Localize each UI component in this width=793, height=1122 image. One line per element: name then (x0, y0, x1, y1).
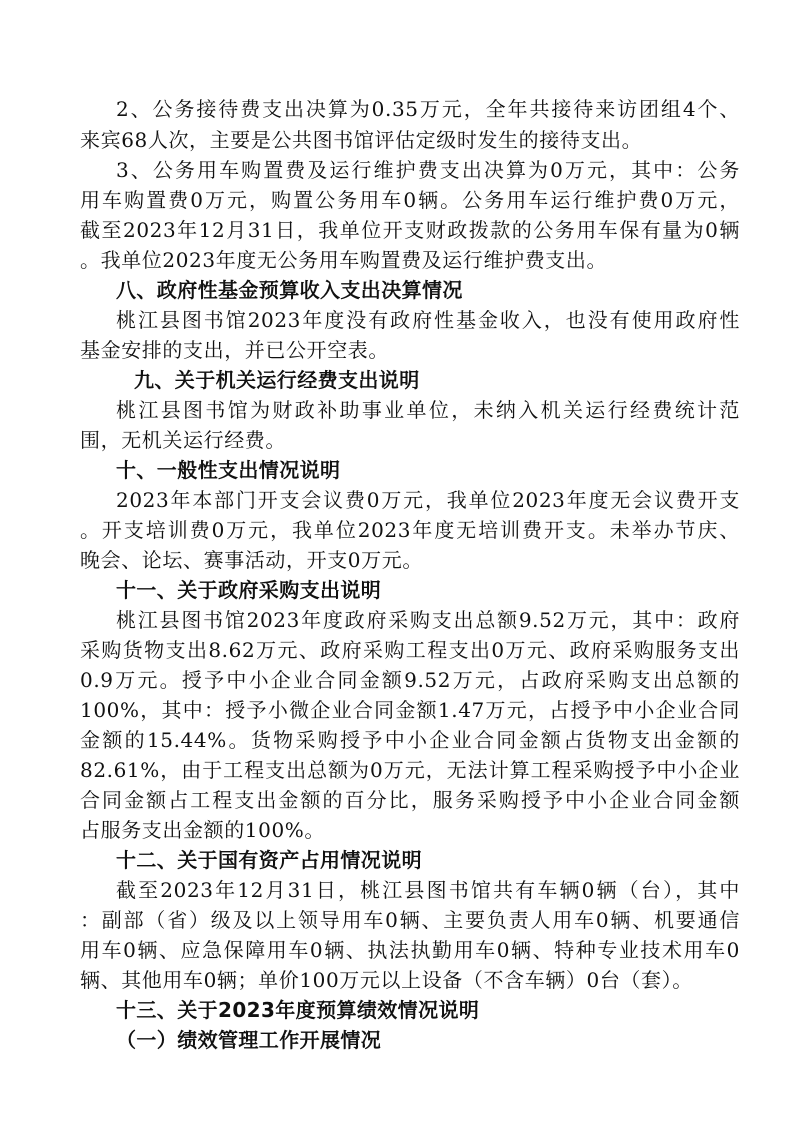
section-12-line-4: 辆、其他用车0辆；单价100万元以上设备（不含车辆）0台（套）。 (80, 968, 693, 992)
section-12-line-2: ：副部（省）级及以上领导用车0辆、主要负责人用车0辆、机要通信 (80, 908, 740, 932)
section-11-line-1: 桃江县图书馆2023年度政府采购支出总额9.52万元，其中：政府 (116, 608, 740, 632)
paragraph-reception-line-1: 2、公务接待费支出决算为0.35万元，全年共接待来访团组4个、 (116, 97, 740, 121)
section-heading-11: 十一、关于政府采购支出说明 (116, 578, 382, 602)
section-10-line-2: 。开支培训费0万元，我单位2023年度无培训费开支。未举办节庆、 (80, 518, 740, 542)
paragraph-vehicle-line-3: 截至2023年12月31日，我单位开支财政拨款的公务用车保有量为0辆 (80, 218, 740, 242)
section-9-line-2: 围，无机关运行经费。 (80, 428, 286, 452)
section-11-line-8: 占服务支出金额的100%。 (80, 818, 325, 842)
section-heading-9: 九、关于机关运行经费支出说明 (134, 368, 420, 392)
paragraph-vehicle-line-4: 。我单位2023年度无公务用车购置费及运行维护费支出。 (80, 248, 608, 272)
section-9-line-1: 桃江县图书馆为财政补助事业单位，未纳入机关运行经费统计范 (116, 398, 740, 422)
section-11-line-4: 100%，其中：授予小微企业合同金额1.47万元，占授予中小企业合同 (80, 698, 740, 722)
section-12-line-1: 截至2023年12月31日，桃江县图书馆共有车辆0辆（台），其中 (116, 878, 740, 902)
section-12-line-3: 用车0辆、应急保障用车0辆、执法执勤用车0辆、特种专业技术用车0 (80, 938, 740, 962)
section-10-line-3: 晚会、论坛、赛事活动，开支0万元。 (80, 548, 423, 572)
section-11-line-6: 82.61%，由于工程支出总额为0万元，无法计算工程采购授予中小企业 (80, 758, 740, 782)
section-8-line-1: 桃江县图书馆2023年度没有政府性基金收入，也没有使用政府性 (116, 308, 740, 332)
section-heading-13: 十三、关于2023年度预算绩效情况说明 (116, 998, 480, 1022)
section-11-line-5: 金额的15.44%。货物采购授予中小企业合同金额占货物支出金额的 (80, 728, 740, 752)
section-11-line-7: 合同金额占工程支出金额的百分比，服务采购授予中小企业合同金额 (80, 788, 740, 812)
paragraph-reception-line-2: 来宾68人次，主要是公共图书馆评估定级时发生的接待支出。 (80, 128, 643, 152)
section-10-line-1: 2023年本部门开支会议费0万元，我单位2023年度无会议费开支 (116, 488, 740, 512)
section-heading-12: 十二、关于国有资产占用情况说明 (116, 848, 422, 872)
section-heading-10: 十、一般性支出情况说明 (116, 458, 341, 482)
section-heading-8: 八、政府性基金预算收入支出决算情况 (116, 278, 463, 302)
section-11-line-2: 采购货物支出8.62万元、政府采购工程支出0万元、政府采购服务支出 (80, 638, 740, 662)
paragraph-vehicle-line-1: 3、公务用车购置费及运行维护费支出决算为0万元，其中：公务 (116, 158, 740, 182)
section-8-line-2: 基金安排的支出，并已公开空表。 (80, 338, 389, 362)
paragraph-vehicle-line-2: 用车购置费0万元，购置公务用车0辆。公务用车运行维护费0万元， (80, 188, 740, 212)
section-11-line-3: 0.9万元。授予中小企业合同金额9.52万元，占政府采购支出总额的 (80, 668, 740, 692)
subsection-heading-1: （一）绩效管理工作开展情况 (116, 1028, 382, 1052)
